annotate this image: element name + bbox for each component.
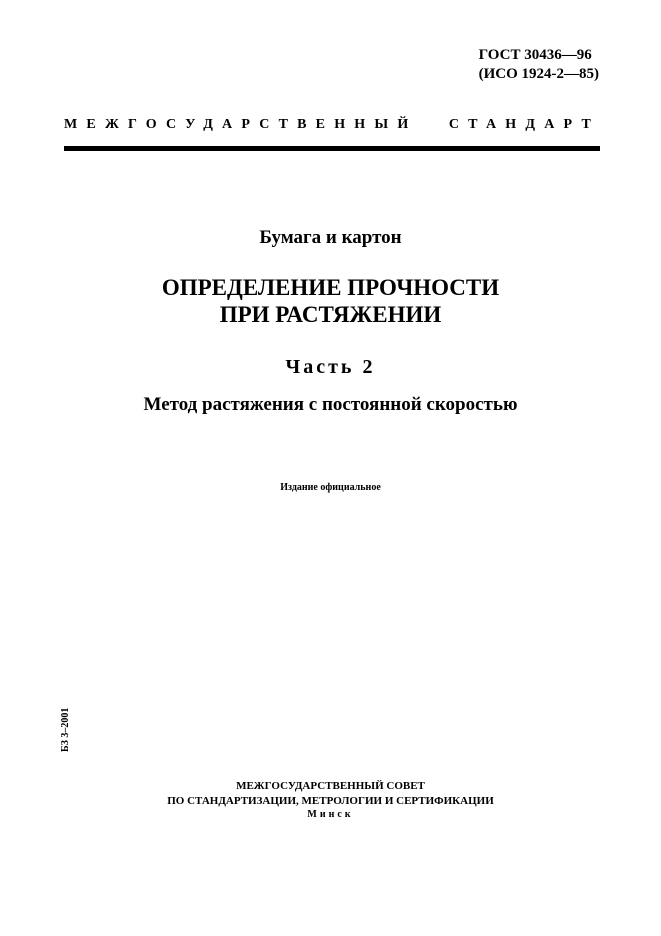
main-title — [0, 274, 661, 328]
side-code: БЗ 3–2001 — [60, 707, 71, 752]
publisher-line-2: ПО СТАНДАРТИЗАЦИИ, МЕТРОЛОГИИ И СЕРТИФИКАЦИИ — [167, 795, 494, 807]
part-number: Часть 2 — [285, 356, 376, 378]
main-title-line-1: ОПРЕДЕЛЕНИЕ ПРОЧНОСТИ — [161, 275, 500, 300]
standard-kind-word-2: СТАНДАРТ — [448, 117, 600, 132]
standard-kind-word-1: МЕЖГОСУДАРСТВЕННЫЙ — [64, 117, 418, 132]
header-rule — [64, 146, 600, 151]
main-title-line-2: ПРИ РАСТЯЖЕНИИ — [219, 302, 442, 327]
publisher-city: Минск — [307, 809, 354, 820]
standard-kind-heading — [64, 117, 600, 133]
gost-number: ГОСТ 30436—96 — [478, 47, 592, 63]
document-subject: Бумага и картон — [259, 227, 402, 248]
edition-note: Издание официальное — [280, 482, 381, 493]
iso-number: (ИСО 1924-2—85) — [478, 66, 599, 82]
publisher-block — [0, 779, 661, 809]
standard-designation — [479, 46, 599, 84]
publisher-line-1: МЕЖГОСУДАРСТВЕННЫЙ СОВЕТ — [236, 780, 425, 792]
method-title: Метод растяжения с постоянной скоростью — [143, 394, 518, 415]
